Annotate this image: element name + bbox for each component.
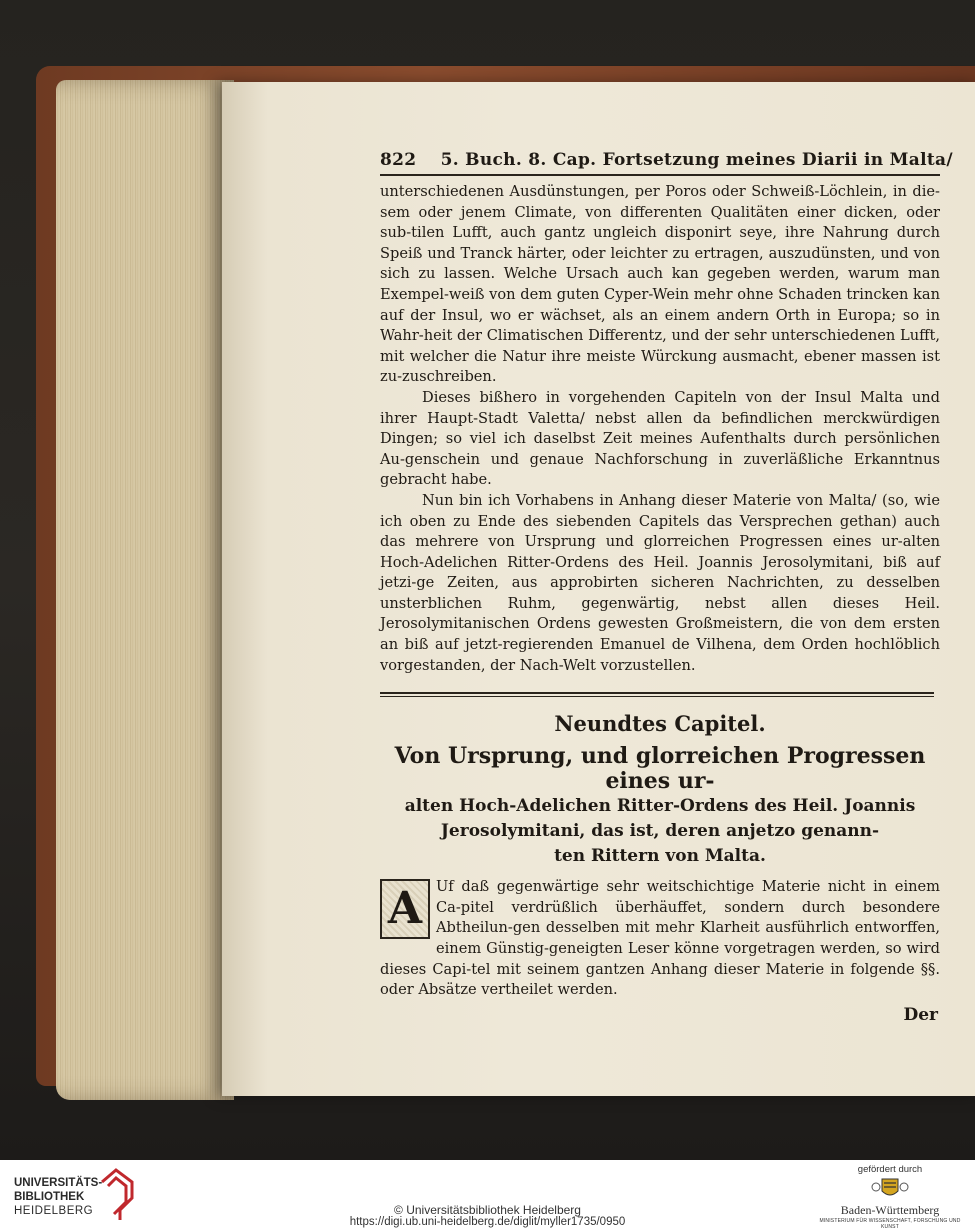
permalink-url[interactable]: https://digi.ub.uni-heidelberg.de/diglit/myller1735/0950 bbox=[349, 1216, 626, 1228]
chapter-title bbox=[380, 744, 940, 869]
viewer-footer bbox=[0, 1160, 975, 1230]
library-name-line-2: BIBLIOTHEK bbox=[14, 1191, 85, 1203]
chapter-title-line-1: Von Ursprung, und glorreichen Progressen eines ur- bbox=[394, 743, 926, 795]
library-name-line-1: UNIVERSITÄTS- bbox=[14, 1177, 103, 1189]
copyright-notice: © Universitätsbibliothek Heidelberg bbox=[394, 1203, 581, 1217]
paragraph-3: Nun bin ich Vorhabens in Anhang dieser Materie von Malta/ (so, wie ich oben zu Ende des siebenden Capitels das Versprechen gethan) auch das mehrere von Ursprung und glorreichen Progressen eines ur-alten Hoch-Adelichen Ritter-Ordens des Heil. Joannis Jerosolymitani, biß auf jetzi-ge Zeiten, aus approbirten sicheren Nachrichten, zu desselben unsterblichen Ruhm, gegenwärtig, nebst allen dieses Heil. Jerosolymitanischen Ordens gewesten Großmeistern, die von dem ersten an biß auf jetzt-regierenden Emanuel de Vilhena, dem Orden hochlöblich vorgestanden, der Nach-Welt vorzustellen. bbox=[380, 491, 940, 674]
chapter-title-line-2: alten Hoch-Adelichen Ritter-Ordens des Heil. Joannis bbox=[404, 796, 916, 817]
page-text-block bbox=[380, 150, 953, 1025]
page-number: 822 bbox=[380, 150, 417, 170]
catchword: Der bbox=[903, 1004, 938, 1025]
drop-cap-initial: A bbox=[380, 879, 430, 939]
funded-by-label: gefördert durch bbox=[857, 1164, 923, 1175]
running-head-text: 5. Buch. 8. Cap. Fortsetzung meines Diarii in Malta/ bbox=[440, 150, 953, 170]
funder-ministry: MINISTERIUM FÜR WISSENSCHAFT, FORSCHUNG UND KUNST bbox=[819, 1218, 961, 1230]
book-page-edges bbox=[56, 80, 234, 1100]
chapter-heading: Neundtes Capitel. bbox=[554, 711, 766, 737]
closing-paragraph: Uf daß gegenwärtige sehr weitschichtige Materie nicht in einem Ca-pitel verdrüßlich überhäuffet, sondern durch besondere Abtheilun-gen desselben mit mehr Klarheit ausführlich entworffen, einem Günstig-geneigten Leser könne vorgetragen werden, so wird dieses Capi-tel mit seinem gantzen Anhang dieser Materie in folgende §§. oder Absätze vertheilet werden. bbox=[380, 878, 940, 999]
chapter-title-line-3: Jerosolymitani, das ist, deren anjetzo genann- bbox=[440, 821, 880, 842]
funder-block[interactable] bbox=[815, 1164, 965, 1230]
chapter-title-line-4: ten Rittern von Malta. bbox=[554, 846, 766, 867]
running-head bbox=[380, 150, 953, 176]
section-divider bbox=[380, 692, 934, 697]
funder-name: Baden-Württemberg bbox=[840, 1203, 940, 1217]
closing-paragraph-block bbox=[380, 877, 940, 1001]
paragraph-1: unterschiedenen Ausdünstungen, per Poros oder Schweiß-Löchlein, in die-sem oder jenem Climate, von differenten Qualitäten einer dicken, oder sub-tilen Lufft, auch gantz ungleich disponirt seye, ihre Nahrung durch Speiß und Tranck härter, oder leichter zu ertragen, auszudünsten, und von sich zu lassen. Welche Ursach auch kan gegeben werden, warum man Exempel-weiß von dem guten Cyper-Wein mehr ohne Schaden trincken kan auf der Insul, wo er wächset, als an einem andern Orth in Europa; so in Wahr-heit der Climatischen Differentz, und der sehr unterschiedenen Lufft, mit welcher die Natur ihre meiste Würckung ausmacht, ebener massen ist zu-zuschreiben. bbox=[380, 183, 940, 386]
library-name-line-3: HEIDELBERG bbox=[14, 1205, 94, 1217]
paragraph-2: Dieses bißhero in vorgehenden Capiteln von der Insul Malta und ihrer Haupt-Stadt Valetta/ nebst allen da befindlichen merckwürdigen Dingen; so viel ich daselbst Zeit meines Aufenthalts durch persönlichen Au-genschein und genaue Nachforschung in zuverläßliche Erkanntnus gebracht habe. bbox=[380, 388, 940, 489]
coat-of-arms-icon bbox=[870, 1177, 910, 1201]
